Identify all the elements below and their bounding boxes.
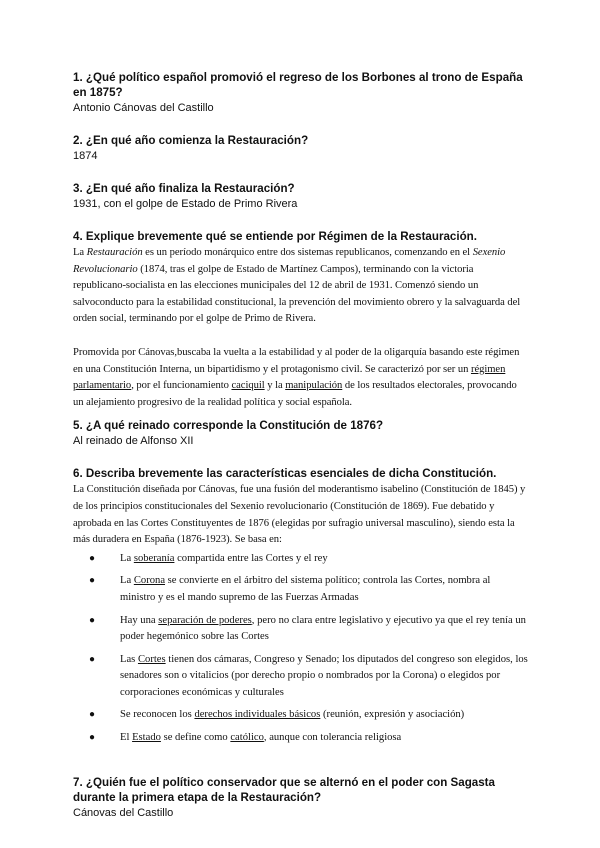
bullet-icon: ● <box>89 575 96 587</box>
constitution-features-list <box>73 551 528 747</box>
list-item: ● El Estado se define como católico, aunque con tolerancia religiosa <box>73 730 528 747</box>
term-restauracion: Restauración <box>86 247 143 258</box>
bullet-icon: ● <box>89 709 96 721</box>
question-1: 1. ¿Qué político español promovió el regreso de los Borbones al trono de España en 1875? <box>73 71 523 99</box>
answer-7: Cánovas del Castillo <box>73 806 174 819</box>
question-4: 4. Explique brevemente qué se entiende por Régimen de la Restauración. <box>73 230 477 243</box>
answer-1: Antonio Cánovas del Castillo <box>73 102 214 114</box>
term-caciquil: caciquil <box>231 380 265 392</box>
question-7: 7. ¿Quién fue el político conservador que se alternó en el poder con Sagasta durante la primera etapa de la Restauración? <box>73 775 495 804</box>
term-regimen-parlamentario: régimen parlamentario <box>73 363 506 392</box>
list-item: ● Hay una separación de poderes, pero no clara entre legislativo y ejecutivo ya que el rey tenía un poder hegemónico sobre las Cortes <box>89 614 526 643</box>
answer-6-intro: La Constitución diseñada por Cánovas, fue una fusión del moderantismo isabelino (Constitución de 1845) y de los principios constitucionales del Sexenio revolucionario (Constitución de 1869). Fue debatido y aprobada en las Cortes Constituyentes de 1876 (elegidas por sufragio universal masculino), siendo esta la más duradera en España (1876-1923). Se basa en: <box>73 484 526 546</box>
answer-5: Al reinado de Alfonso XII <box>73 435 194 448</box>
question-3: 3. ¿En qué año finaliza la Restauración? <box>73 182 295 195</box>
question-2: 2. ¿En qué año comienza la Restauración? <box>73 134 309 147</box>
list-item: ● Se reconocen los derechos individuales básicos (reunión, expresión y asociación) <box>73 707 528 724</box>
bullet-icon: ● <box>89 732 96 744</box>
question-5: 5. ¿A qué reinado corresponde la Constitución de 1876? <box>73 419 384 433</box>
document-page <box>73 70 528 821</box>
question-6: 6. Describa brevemente las características esenciales de dicha Constitución. <box>73 467 497 481</box>
list-item: ● Las Cortes tienen dos cámaras, Congreso y Senado; los diputados del congreso son elegidos, los senadores son o vitalicios (por derecho propio o nombrados por la Corona) o elegidos por corporaciones económicas y culturales <box>89 653 528 698</box>
answer-3: 1931, con el golpe de Estado de Primo Rivera <box>73 198 298 210</box>
list-item: ● La Corona se convierte en el árbitro del sistema político; controla las Cortes, nombra al ministro y es el mando supremo de las Fuerzas Armadas <box>89 575 491 603</box>
term-manipulacion: manipulación <box>285 380 343 392</box>
bullet-icon: ● <box>89 614 96 626</box>
answer-4-paragraph-1: La Restauración es un período monárquico entre dos sistemas republicanos, comenzando en el Sexenio Revolucionario (1874, tras el golpe de Estado de Martínez Campos), terminando con la victoria republicano-socialista en las elecciones municipales del 12 de abril de 1931. Comenzó siendo un salvoconducto para la estabilidad constitucional, la prevención del movimiento obrero y la salvaguarda del orden social, terminando por el golpe de Primo de Rivera. <box>73 247 521 325</box>
list-item: ● La soberanía compartida entre las Cortes y el rey <box>73 551 528 568</box>
answer-4-paragraph-2: Promovida por Cánovas,buscaba la vuelta a la estabilidad y al poder de la oligarquía basando este régimen en una Constitución Interna, un bipartidismo y el protagonismo civil. Se caracterizó por ser un régimen parlamentario, por el funcionamiento caciquil y la manipulación de los resultados electorales, provocando un alejamiento progresivo de la realidad política y social española. <box>73 346 520 408</box>
answer-2: 1874 <box>73 150 98 162</box>
term-sexenio: Sexenio Revolucionario <box>73 247 506 275</box>
bullet-icon: ● <box>89 552 96 564</box>
bullet-icon: ● <box>89 653 96 665</box>
